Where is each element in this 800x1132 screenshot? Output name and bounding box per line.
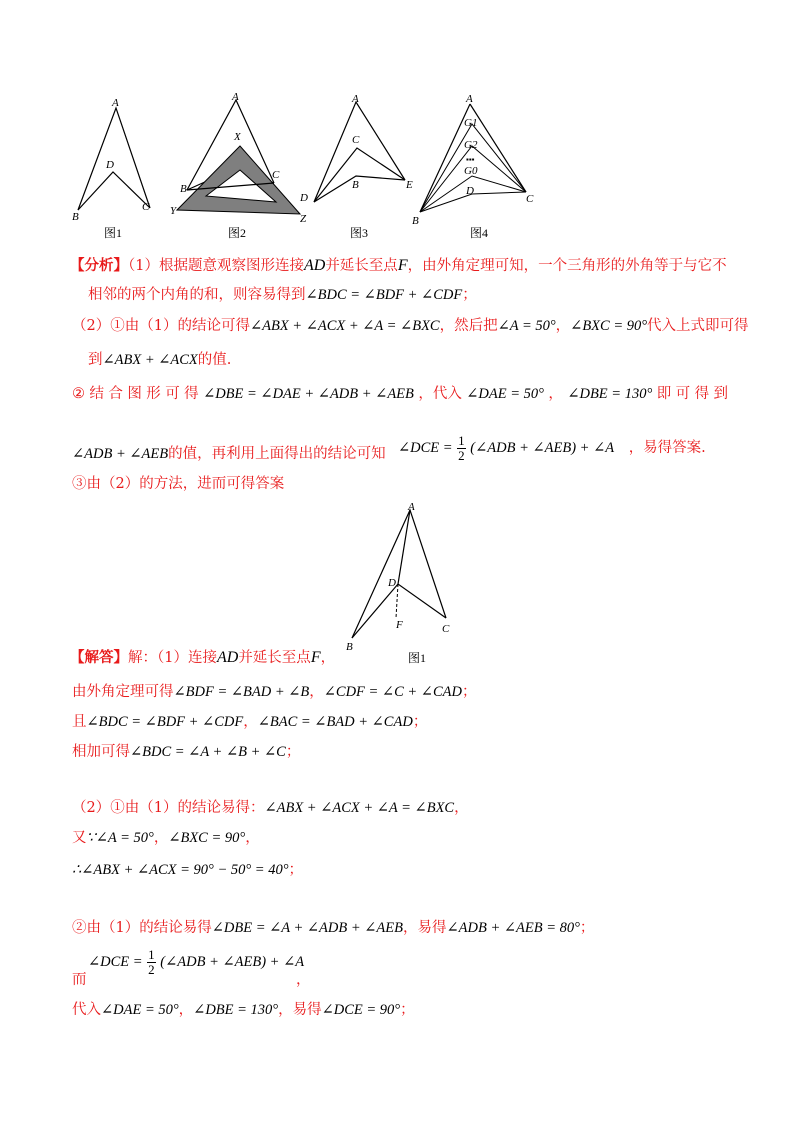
label-g1: G1 xyxy=(464,117,478,129)
solution-line-7: ∴∠ABX + ∠ACX = 90° − 50° = 40°； xyxy=(72,862,304,878)
label-b: B xyxy=(180,183,187,195)
solution-line-10: 代入∠DAE = 50°，∠DBE = 130°，易得∠DCE = 90°； xyxy=(72,1002,415,1018)
label-b: B xyxy=(346,641,353,653)
label-z: Z xyxy=(300,213,307,225)
analysis-line-6b: ∠DCE = $\frac{1}{2}$ (∠ADB + ∠AEB) + ∠A ，易得答案. xyxy=(398,432,706,463)
label-a: A xyxy=(112,97,119,109)
analysis-line-3: （2）①由（1）的结论可得∠ABX + ∠ACX + ∠A = ∠BXC，然后把∠A = 50°，∠BXC = 90°代入上式即可得 xyxy=(72,318,749,334)
analysis-line-7: ③由（2）的方法，进而可得答案 xyxy=(72,476,285,492)
label-b: B xyxy=(352,179,359,191)
solution-line-9b: 而 xyxy=(72,972,87,988)
analysis-line-4: 到∠ABX + ∠ACX的值. xyxy=(88,352,232,368)
top-figures xyxy=(60,90,540,245)
label-d: D xyxy=(300,192,308,204)
label-d: D xyxy=(466,185,474,197)
label-a: A xyxy=(232,91,239,103)
solution-line-9c: ， xyxy=(296,972,311,988)
label-e: E xyxy=(406,179,413,191)
label-c: C xyxy=(272,169,280,181)
figure-1 xyxy=(72,97,150,240)
label-g0: G0 xyxy=(464,165,478,177)
caption-fig1: 图1 xyxy=(408,651,427,665)
dots: ▪▪▪ xyxy=(466,155,475,164)
label-a: A xyxy=(466,93,473,105)
caption-fig4: 图4 xyxy=(470,226,489,240)
label-c: C xyxy=(142,201,150,213)
label-c: C xyxy=(352,134,360,146)
label-x: X xyxy=(234,131,241,143)
caption-fig3: 图3 xyxy=(350,226,369,240)
solution-line-5: （2）①由（1）的结论易得：∠ABX + ∠ACX + ∠A = ∠BXC， xyxy=(72,800,469,816)
figure-3 xyxy=(299,93,413,240)
solution-line-2: 由外角定理可得∠BDF = ∠BAD + ∠B，∠CDF = ∠C + ∠CAD； xyxy=(72,684,477,700)
label-d: D xyxy=(106,159,114,171)
label-g2: G2 xyxy=(464,139,478,151)
label-a: A xyxy=(408,501,415,513)
analysis-line-2: 相邻的两个内角的和，则容易得到∠BDC = ∠BDF + ∠CDF； xyxy=(88,287,477,303)
solution-line-6: 又∵∠A = 50°，∠BXC = 90°， xyxy=(72,830,260,846)
label-b: B xyxy=(412,215,419,227)
fraction-half: $\frac{1}{2}$ xyxy=(148,946,155,977)
solution-tag: 【解答】 xyxy=(70,649,128,666)
figure-2 xyxy=(170,91,307,240)
label-c: C xyxy=(442,623,450,635)
solution-line-3: 且∠BDC = ∠BDF + ∠CDF，∠BAC = ∠BAD + ∠CAD； xyxy=(72,714,428,730)
analysis-line-1: 【分析】（1）根据题意观察图形连接AD并延长至点F，由外角定理可知，一个三角形的外角等于与它不 xyxy=(70,257,727,274)
analysis-tag: 【分析】 xyxy=(70,257,128,274)
analysis-line-5: ② 结 合 图 形 可 得 ∠DBE = ∠DAE + ∠ADB + ∠AEB ，代入 ∠DAE = 50° ， ∠DBE = 130° 即 可 得 到 xyxy=(72,386,728,402)
middle-figure xyxy=(340,500,460,665)
caption-fig1: 图1 xyxy=(104,226,123,240)
label-b: B xyxy=(72,211,79,223)
analysis-line-6a: ∠ADB + ∠AEB的值，再利用上面得出的结论可知 xyxy=(72,446,386,462)
label-f: F xyxy=(396,619,403,631)
label-y: Y xyxy=(170,205,177,217)
figure-4 xyxy=(412,93,534,240)
fraction-half: $\frac{1}{2}$ xyxy=(458,432,465,463)
solution-line-8: ②由（1）的结论易得∠DBE = ∠A + ∠ADB + ∠AEB，易得∠ADB + ∠AEB = 80°； xyxy=(72,920,595,936)
label-a: A xyxy=(352,93,359,105)
caption-fig2: 图2 xyxy=(228,226,247,240)
solution-line-4: 相加可得∠BDC = ∠A + ∠B + ∠C； xyxy=(72,744,301,760)
label-d: D xyxy=(388,577,396,589)
solution-line-1: 【解答】解：（1）连接AD并延长至点F， xyxy=(70,649,336,666)
solution-line-9a: ∠DCE = $\frac{1}{2}$ (∠ADB + ∠AEB) + ∠A xyxy=(88,946,305,977)
label-c: C xyxy=(526,193,534,205)
